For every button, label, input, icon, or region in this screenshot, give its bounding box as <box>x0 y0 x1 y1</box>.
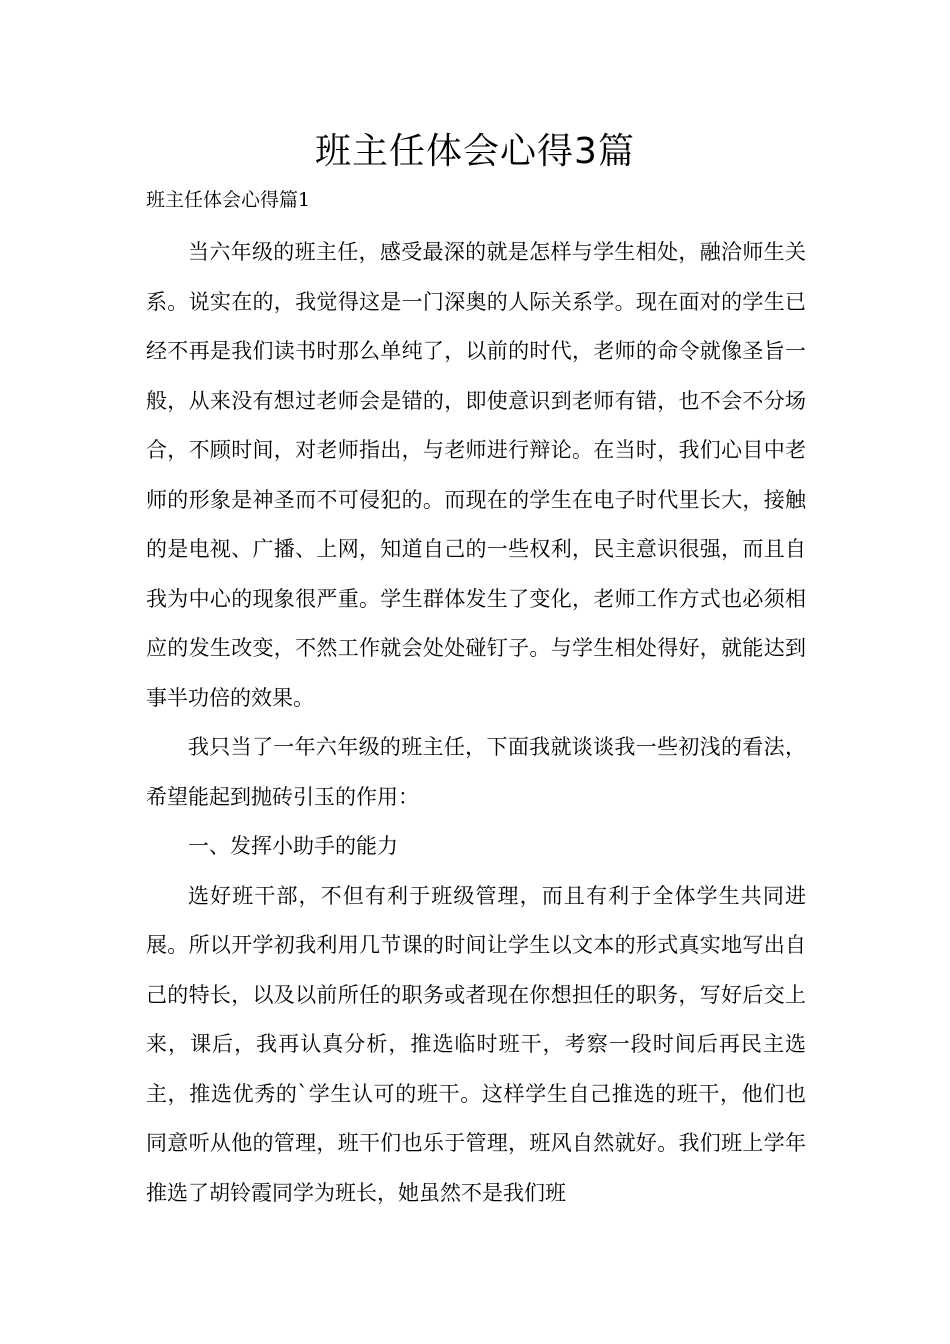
paragraph-4: 选好班干部，不但有利于班级管理，而且有利于全体学生共同进展。所以开学初我利用几节课的时间让学生以文本的形式真实地写出自己的特长，以及以前所任的职务或者现在你想担任的职务，写好后交上来，课后，我再认真分析，推选临时班干，考察一段时间后再民主选主，推选优秀的`学生认可的班干。这样学生自己推选的班干，他们也同意听从他的管理，班干们也乐于管理，班风自然就好。我们班上学年推选了胡铃霞同学为班长，她虽然不是我们班 <box>146 883 806 1205</box>
section-heading: 班主任体会心得篇1 <box>146 189 311 211</box>
paragraph-3-heading: 一、发挥小助手的能力 <box>188 834 398 858</box>
paragraph-2: 我只当了一年六年级的班主任，下面我就谈谈我一些初浅的看法，希望能起到抛砖引玉的作用： <box>146 735 806 809</box>
document-title: 班主任体会心得3篇 <box>315 131 635 172</box>
paragraph-1: 当六年级的班主任，感受最深的就是怎样与学生相处，融洽师生关系。说实在的，我觉得这是一门深奥的人际关系学。现在面对的学生已经不再是我们读书时那么单纯了，以前的时代，老师的命令就像圣旨一般，从来没有想过老师会是错的，即使意识到老师有错，也不会不分场合，不顾时间，对老师指出，与老师进行辩论。在当时，我们心目中老师的形象是神圣而不可侵犯的。而现在的学生在电子时代里长大，接触的是电视、广播、上网，知道自己的一些权利，民主意识很强，而且自我为中心的现象很严重。学生群体发生了变化，老师工作方式也必须相应的发生改变，不然工作就会处处碰钉子。与学生相处得好，就能达到事半功倍的效果。 <box>146 240 806 710</box>
document-body <box>146 228 806 1218</box>
